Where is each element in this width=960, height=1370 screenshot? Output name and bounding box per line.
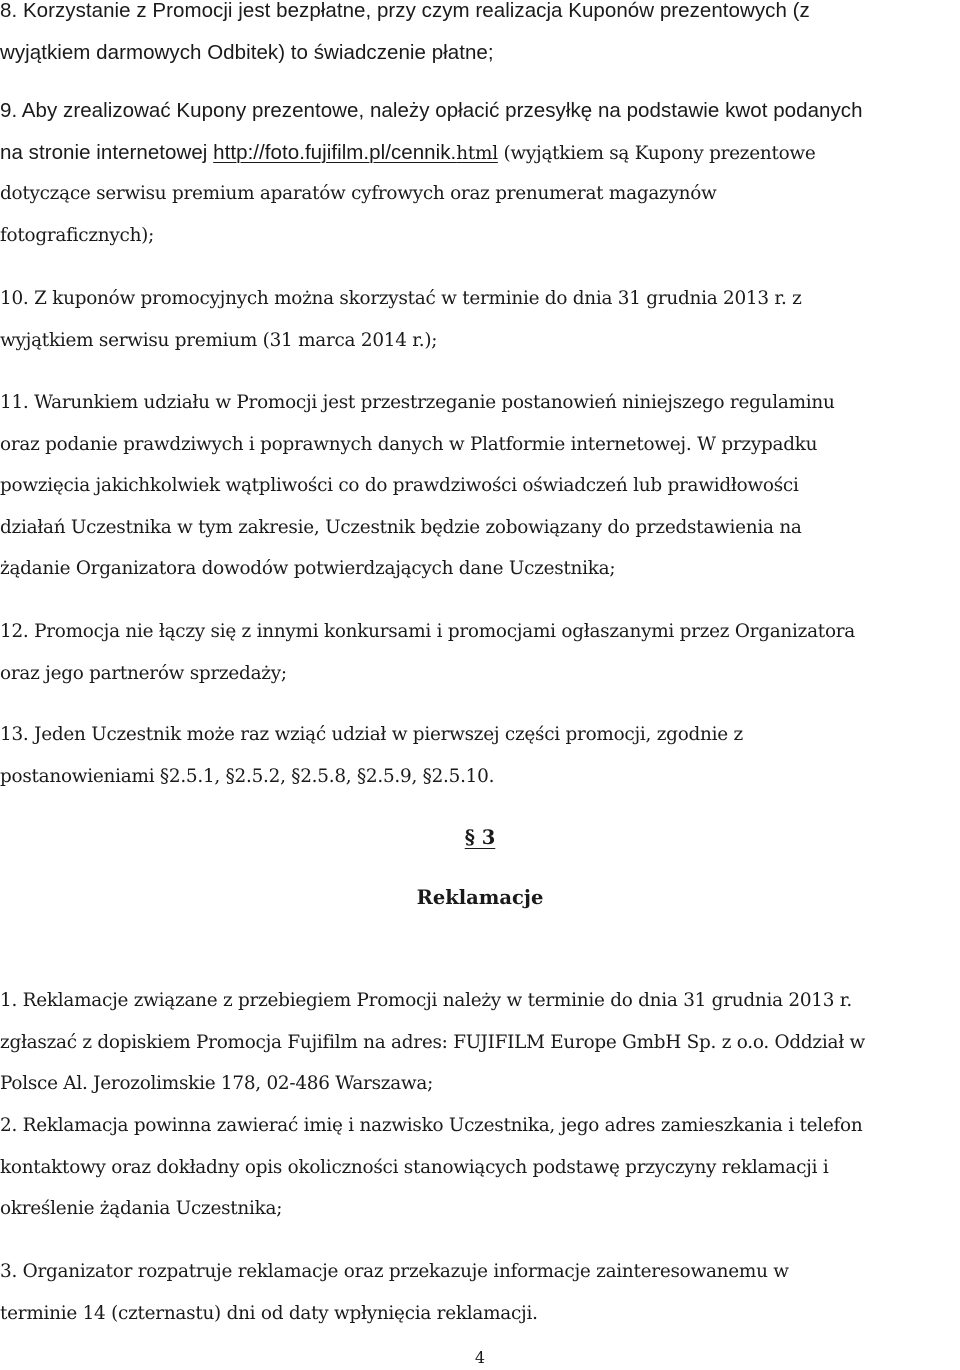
list-item-8-line-1: 8. Korzystanie z Promocji jest bezpłatne, przy czym realizacja Kuponów prezentowych (z [0,0,810,22]
list-item-11-line-2: oraz podanie prawdziwych i poprawnych danych w Platformie internetowej. W przypadku [0,433,818,455]
list-item-8 [0,0,960,73]
complaint-item-3-line-1: 3. Organizator rozpatruje reklamacje oraz przekazuje informacje zainteresowanemu w [0,1261,789,1282]
list-item-9-line-4: fotograficznych); [0,224,155,246]
section-number-text: § 3 [464,826,496,849]
list-item-9-line-2 [0,132,960,174]
complaint-item-1-line-3: Polsce Al. Jerozolimskie 178, 02-486 Warszawa; [0,1073,434,1094]
list-item-10 [0,278,960,361]
list-item-9-line-1: 9. Aby zrealizować Kupony prezentowe, należy opłacić przesyłkę na podstawie kwot podanych [0,99,863,122]
list-item-11-line-5: żądanie Organizatora dowodów potwierdzających dane Uczestnika; [0,558,616,579]
complaint-item-1 [0,980,960,1105]
complaint-item-2-line-2: kontaktowy oraz dokładny opis okoliczności stanowiących podstawę przyczyny reklamacji i [0,1156,829,1178]
complaint-item-3-line-2: terminie 14 (czternastu) dni od daty wpłynięcia reklamacji. [0,1302,538,1324]
list-item-12-line-1: 12. Promocja nie łączy się z innymi konkursami i promocjami ogłaszanymi przez Organizatora [0,621,856,642]
section-title: Reklamacje [416,886,544,909]
list-item-9-text-suffix: (wyjątkiem są Kupony prezentowe [497,142,816,164]
list-item-13 [0,714,960,797]
list-item-13-line-1: 13. Jeden Uczestnik może raz wziąć udział w pierwszej części promocji, zgodnie z [0,724,743,745]
list-item-11-line-1: 11. Warunkiem udziału w Promocji jest przestrzeganie postanowień niniejszego regulaminu [0,392,835,413]
list-item-13-line-2: postanowieniami §2.5.1, §2.5.2, §2.5.8, §2.5.9, §2.5.10. [0,765,495,787]
list-item-9-text-prefix: na stronie internetowej [0,140,214,164]
pricing-link-url: http://foto.fujifilm.pl/cennik. [213,140,457,164]
list-item-9-line-3: dotyczące serwisu premium aparatów cyfrowych oraz prenumerat magazynów [0,183,717,204]
list-item-8-line-2: wyjątkiem darmowych Odbitek) to świadczenie płatne; [0,40,494,64]
list-item-9 [0,90,960,256]
complaint-item-2-line-3: określenie żądania Uczestnika; [0,1198,283,1219]
list-item-11-line-4: działań Uczestnika w tym zakresie, Uczestnik będzie zobowiązany do przedstawienia na [0,516,802,538]
list-item-11 [0,382,960,590]
complaint-item-1-line-1: 1. Reklamacje związane z przebiegiem Promocji należy w terminie do dnia 31 grudnia 2013 r. [0,990,852,1011]
list-item-12-line-2: oraz jego partnerów sprzedaży; [0,662,287,684]
complaint-item-3 [0,1251,960,1334]
pricing-link[interactable] [213,140,498,164]
complaint-item-2 [0,1105,960,1230]
section-number [0,822,960,854]
list-item-10-line-1: 10. Z kuponów promocyjnych można skorzystać w terminie do dnia 31 grudnia 2013 r. z [0,288,802,309]
list-item-12 [0,611,960,694]
pricing-link-ext: html [456,142,498,164]
list-item-10-line-2: wyjątkiem serwisu premium (31 marca 2014 r.); [0,329,438,351]
list-item-11-line-3: powzięcia jakichkolwiek wątpliwości co do prawdziwości oświadczeń lub prawidłowości [0,475,799,496]
complaint-item-1-line-2: zgłaszać z dopiskiem Promocja Fujifilm na adres: FUJIFILM Europe GmbH Sp. z o.o. Oddział w [0,1031,866,1053]
page-number: 4 [474,1348,486,1367]
complaint-item-2-line-1: 2. Reklamacja powinna zawierać imię i nazwisko Uczestnika, jego adres zamieszkania i telefon [0,1115,863,1136]
